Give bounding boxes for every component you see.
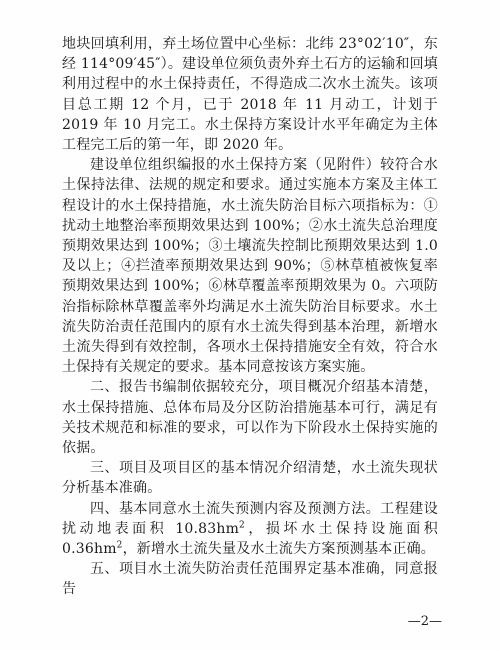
paragraph-text: 地块回填利用，弃土场位置中心坐标：北纬 23°02′10″，东经 114°09′45″）。建设单位须负责外弃土石方的运输和回填利用过程中的水土保持责任，不得造成二次水土流失。该项目总工期 12 个月，已于 2018 年 11 月动工，计划于 2019 年 10 月完工。水土保持方案设计水平年确定为主体工程完工后的第一年，即 2020 年。 [62, 36, 438, 154]
paragraph-5 [62, 499, 438, 560]
paragraph-text: 五、项目水土流失防治责任范围界定基本准确，同意报告 [62, 561, 438, 598]
paragraph-4 [62, 458, 438, 498]
document-body [62, 34, 438, 600]
paragraph-text: 三、项目及项目区的基本情况介绍清楚，水土流失现状分析基本准确。 [62, 460, 438, 497]
paragraph-6 [62, 559, 438, 599]
paragraph-3 [62, 377, 438, 458]
paragraph-text: ，损坏水土保持设施面积 0.36hm [62, 520, 438, 558]
paragraph-text: 二、报告书编制依据较充分，项目概况介绍基本清楚，水土保持措施、总体布局及分区防治措施基本可行，满足有关技术规范和标准的要求，可以作为下阶段水土保持实施的依据。 [62, 379, 438, 457]
paragraph-1 [62, 34, 438, 155]
paragraph-2 [62, 155, 438, 377]
paragraph-text: ，新增水土流失量及水土流失方案预测基本正确。 [122, 541, 436, 558]
paragraph-text: 四、基本同意水土流失预测内容及预测方法。工程建设扰动地表面积 10.83hm [62, 500, 438, 537]
page-number: —2— [407, 614, 442, 629]
paragraph-text: 建设单位组织编报的水土保持方案（见附件）较符合水土保持法律、法规的规定和要求。通过实施本方案及主体工程设计的水土保持措施，水土流失防治目标六项指标为：①扰动土地整治率预期效果达到 100%；②水土流失总治理度预期效果达到 100%；③土壤流失控制比预期效果达到 1.0 及以上；④拦渣率预期效果达到 90%；⑤林草植被恢复率预期效果达到 100%；⑥林草覆盖率预期效果为 0。六项防治指标除林草覆盖率外均满足水土流失防治目标要求。水土流失防治责任范围内的原有水土流失得到基本治理，新增水土流失得到有效控制，各项水土保持措施安全有效，符合水土保持有关规定的要求。基本同意按该方案实施。 [62, 157, 438, 376]
superscript: 2 [116, 540, 123, 551]
superscript: 2 [239, 520, 245, 531]
